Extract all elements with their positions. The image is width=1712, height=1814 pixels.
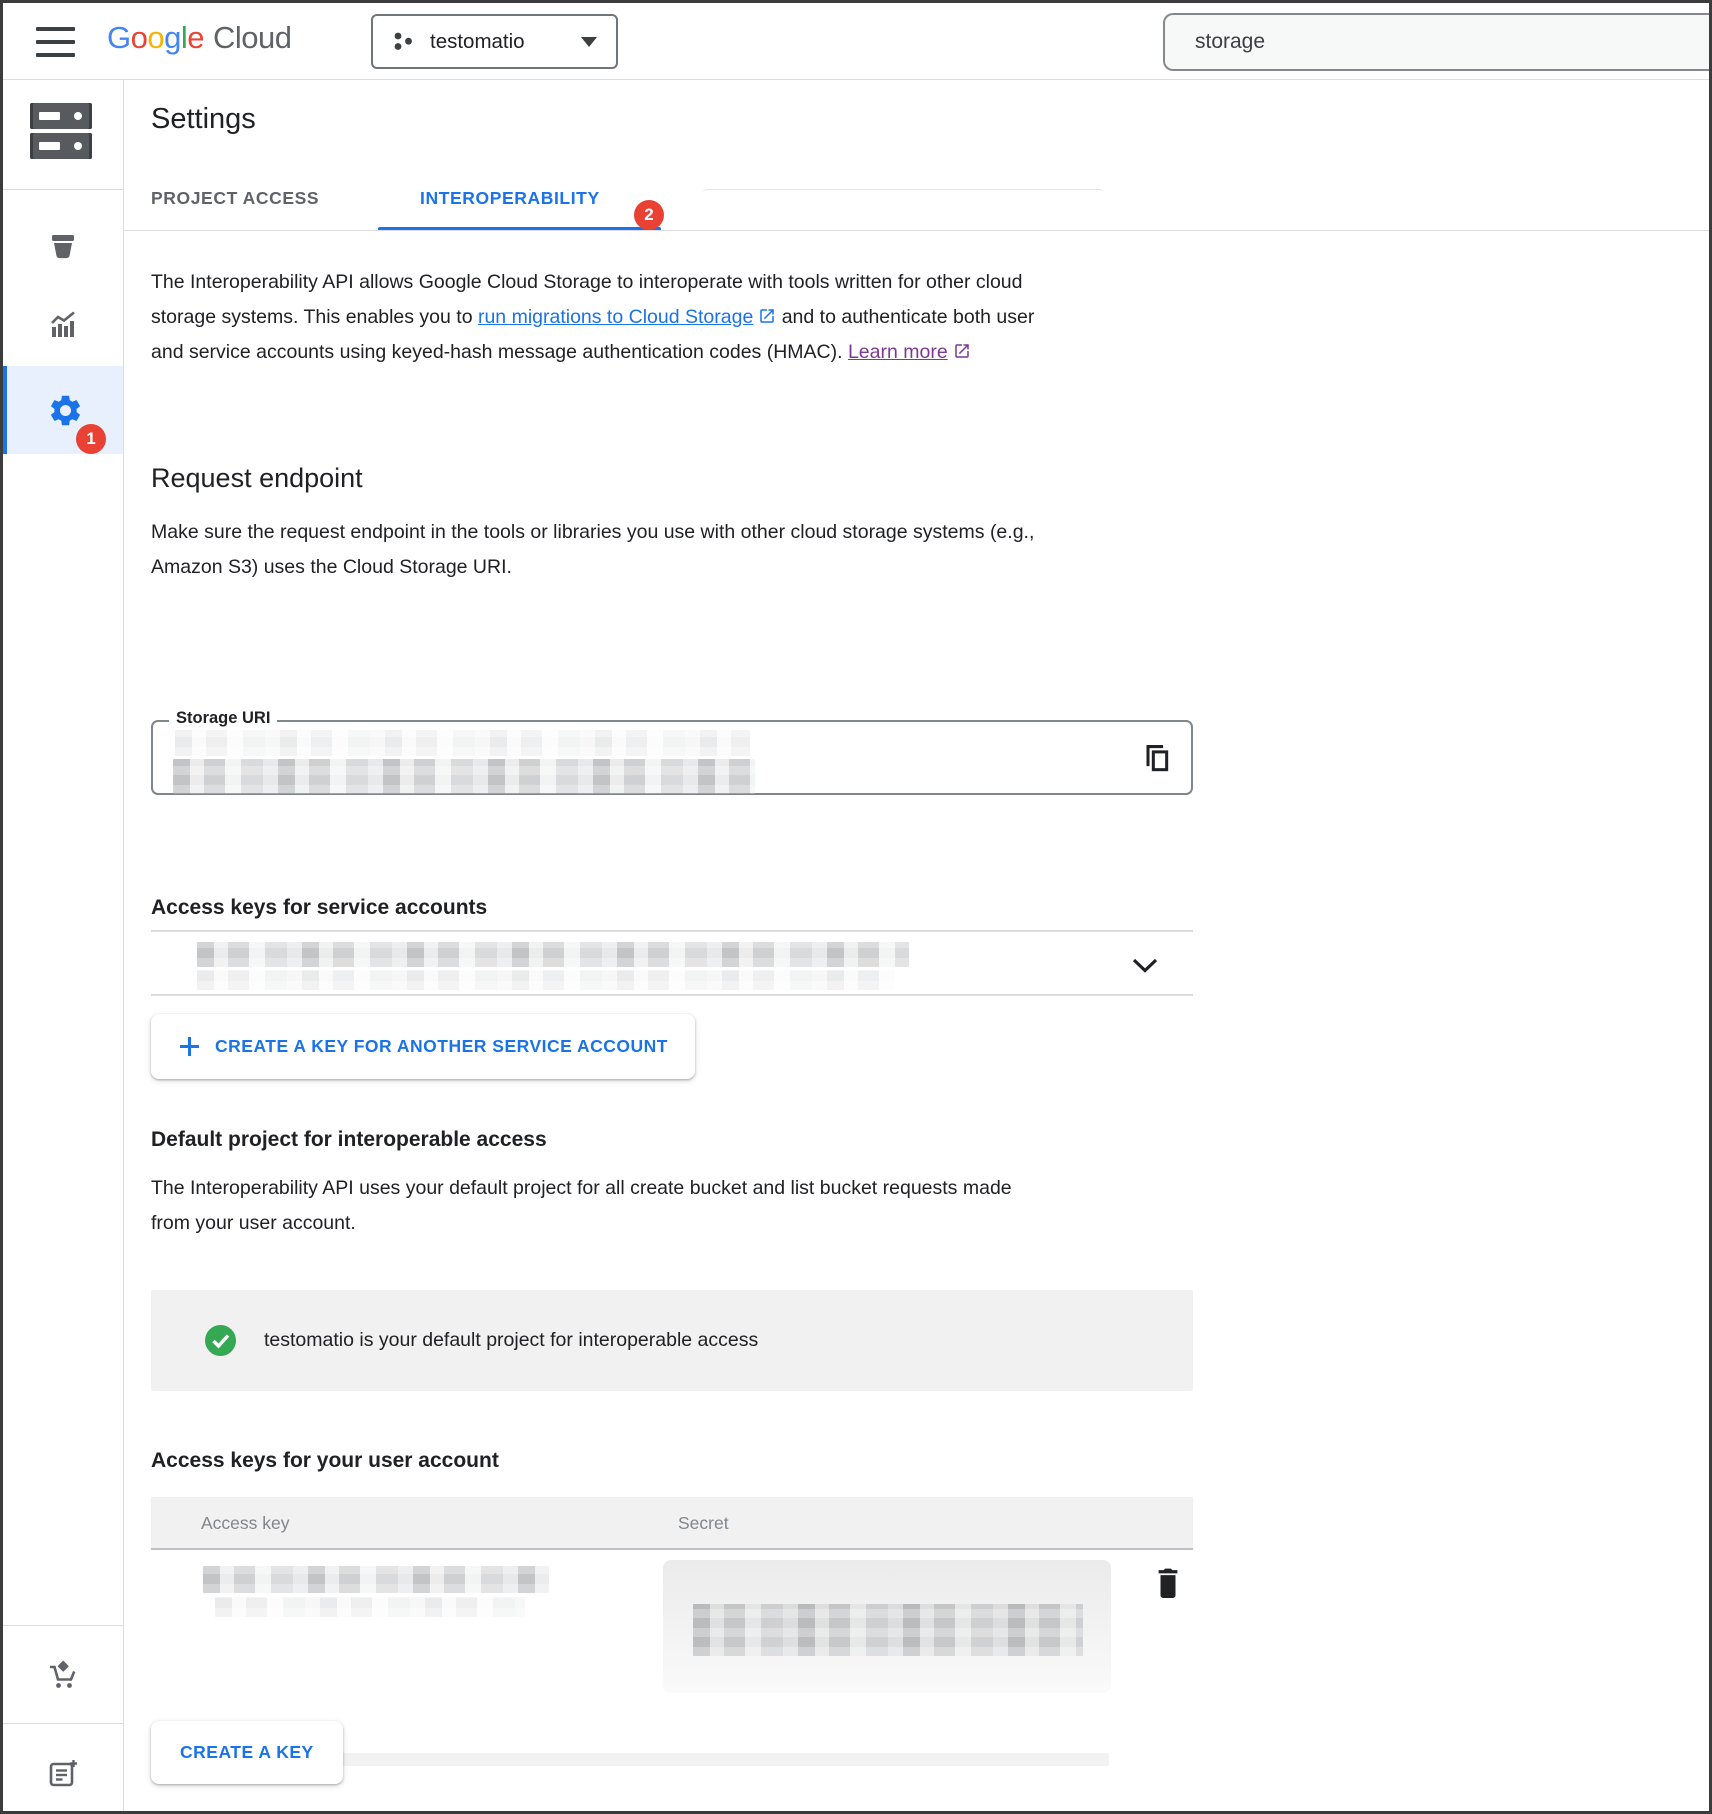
gear-icon [47,392,84,429]
project-icon [392,30,415,53]
annotation-badge-2: 2 [634,200,664,230]
storage-uri-label: Storage URI [169,709,277,728]
trash-icon [1153,1564,1183,1600]
default-project-description: The Interoperability API uses your default project for all create bucket and list bucket requests made from your user account. [151,1177,1012,1234]
user-account-keys-heading: Access keys for your user account [151,1449,499,1472]
delete-key-button[interactable] [1151,1562,1185,1602]
sidebar-rule [3,1625,123,1626]
page-title: Settings [151,103,256,135]
search-box [1163,13,1712,71]
default-project-heading: Default project for interoperable access [151,1128,547,1151]
copy-button[interactable] [1137,739,1175,779]
request-endpoint-heading: Request endpoint [151,463,363,493]
logo-cloud-word: Cloud [213,20,292,55]
copy-icon [1140,741,1172,777]
redacted-access-key-line-2 [215,1597,525,1617]
column-header-access-key: Access key [201,1513,290,1533]
default-project-status-box [151,1290,1193,1391]
release-notes-icon [45,1756,81,1792]
create-key-button[interactable]: CREATE A KEY [151,1721,343,1784]
cloud-storage-product-icon[interactable] [30,103,92,163]
logo-google-word: Google [107,20,205,55]
google-cloud-logo [107,20,292,56]
scroll-artifact [703,189,1103,197]
tab-project-access[interactable]: PROJECT ACCESS [151,188,320,208]
table-header-row [151,1497,1193,1550]
service-account-keys-heading: Access keys for service accounts [151,896,488,919]
chevron-down-icon[interactable] [1131,957,1159,974]
intro-text-1: The Interoperability API allows Google Cloud Storage to interoperate with tools written for other cloud storage systems. This enables you to [151,271,1023,328]
top-bar [3,3,1709,80]
redacted-uri-line-2 [173,759,755,794]
service-account-key-expander[interactable] [151,930,1193,996]
column-header-secret: Secret [678,1513,729,1533]
request-endpoint-description: Make sure the request endpoint in the tools or libraries you use with other cloud storage systems (e.g., Amazon S3) uses the Cloud Storage URI. [151,521,1035,578]
search-input[interactable] [1165,30,1712,54]
plus-icon [178,1035,201,1058]
intro-paragraph [151,265,1041,370]
check-circle-icon [203,1323,238,1358]
sidebar-item-monitoring[interactable] [3,290,123,360]
sidebar-divider [123,80,124,1811]
redacted-service-account-line-2 [197,970,895,990]
external-link-icon [758,307,776,325]
tab-interoperability[interactable]: INTEROPERABILITY [420,188,600,208]
table-row [151,1550,1193,1700]
project-selector[interactable] [371,14,618,69]
settings-notification-badge: 1 [76,424,106,454]
sidebar-item-marketplace[interactable] [3,1640,123,1710]
redacted-secret-band [693,1604,1083,1656]
marketplace-cart-icon [45,1657,81,1693]
intro-text-2: and to authenticate both user and service accounts using keyed-hash message authentication codes (HMAC). [151,306,1035,363]
bucket-icon [45,227,81,263]
create-service-account-key-button[interactable]: CREATE A KEY FOR ANOTHER SERVICE ACCOUNT [151,1014,695,1079]
redacted-uri-line-1 [175,730,750,756]
tab-bar-rule [124,230,1709,231]
user-keys-table [151,1497,1193,1700]
sidebar-rule [3,189,123,190]
storage-uri-field[interactable] [151,709,1193,795]
sidebar-rule [3,1723,123,1724]
redacted-access-key-line-1 [203,1566,549,1593]
run-migrations-link[interactable]: run migrations to Cloud Storage [478,306,776,328]
external-link-icon [953,342,971,360]
project-name: testomatio [430,29,525,53]
default-project-status-text: testomatio is your default project for interoperable access [264,1329,759,1351]
redacted-service-account-line-1 [197,942,909,967]
sidebar-item-buckets[interactable] [3,210,123,280]
chevron-down-icon [581,37,597,47]
learn-more-link[interactable]: Learn more [848,341,971,363]
hamburger-menu-icon[interactable] [36,27,75,57]
sidebar-item-release-notes[interactable] [3,1739,123,1809]
redacted-secret-blob [663,1560,1111,1693]
chart-icon [45,307,81,343]
